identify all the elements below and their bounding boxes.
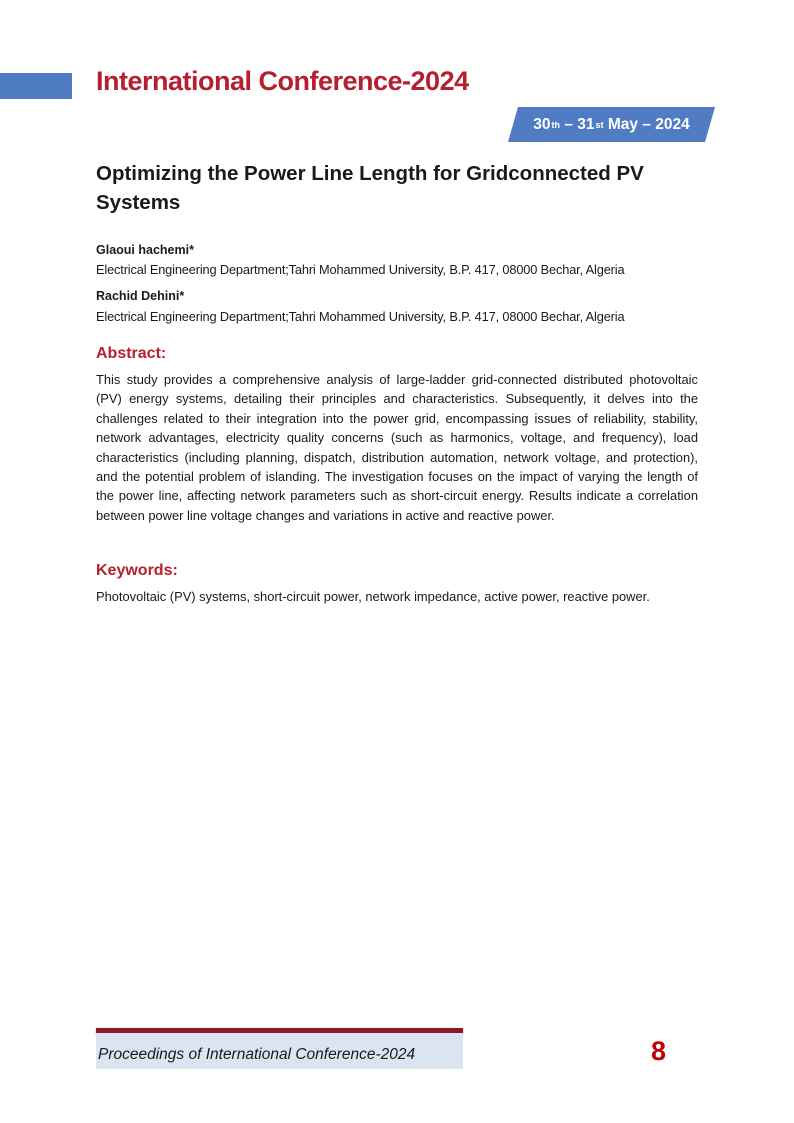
- abstract-heading: Abstract:: [96, 345, 167, 362]
- conference-title: International Conference-2024: [96, 66, 469, 96]
- keywords-heading: Keywords:: [96, 562, 178, 579]
- date-month-year: May – 2024: [603, 115, 690, 133]
- left-accent-tab: [0, 73, 72, 99]
- date-day2-suffix: st: [595, 119, 604, 130]
- date-day1-suffix: th: [551, 119, 561, 130]
- author-name-1: Glaoui hachemi*: [96, 243, 194, 257]
- page-number: 8: [651, 1036, 667, 1066]
- conference-date: [508, 107, 715, 142]
- keywords-text: Photovoltaic (PV) systems, short-circuit power, network impedance, active power, reactive power.: [96, 589, 650, 604]
- author-affiliation-1: Electrical Engineering Department;Tahri Mohammed University, B.P. 417, 08000 Bechar, Algeria: [96, 262, 625, 277]
- footer-proceedings-label: Proceedings of International Conference-2024: [98, 1046, 416, 1063]
- date-day2: 31: [577, 115, 595, 133]
- author-affiliation-2: Electrical Engineering Department;Tahri Mohammed University, B.P. 417, 08000 Bechar, Algeria: [96, 309, 625, 324]
- date-banner: [508, 107, 715, 142]
- author-name-2: Rachid Dehini*: [96, 289, 185, 303]
- abstract-text: This study provides a comprehensive analysis of large-ladder grid-connected distributed photovoltaic (PV) energy systems, detailing their principles and characteristics. Subsequently, it delves into the challenges related to their integration into the power grid, encompassing issues of reliability, stability, network advantages, electricity quality concerns (such as harmonics, voltage, and frequency), load characteristics (including planning, dispatch, distribution automation, network voltage, and protection), and the potential problem of islanding. The investigation focuses on the impact of varying the length of the power line, affecting network parameters such as short-circuit energy. Results indicate a correlation between power line voltage changes and variations in active and reactive power.: [96, 372, 698, 523]
- date-day1: 30: [533, 115, 551, 133]
- date-separator: –: [560, 115, 578, 133]
- paper-title: Optimizing the Power Line Length for Gridconnected PV Systems: [96, 162, 644, 214]
